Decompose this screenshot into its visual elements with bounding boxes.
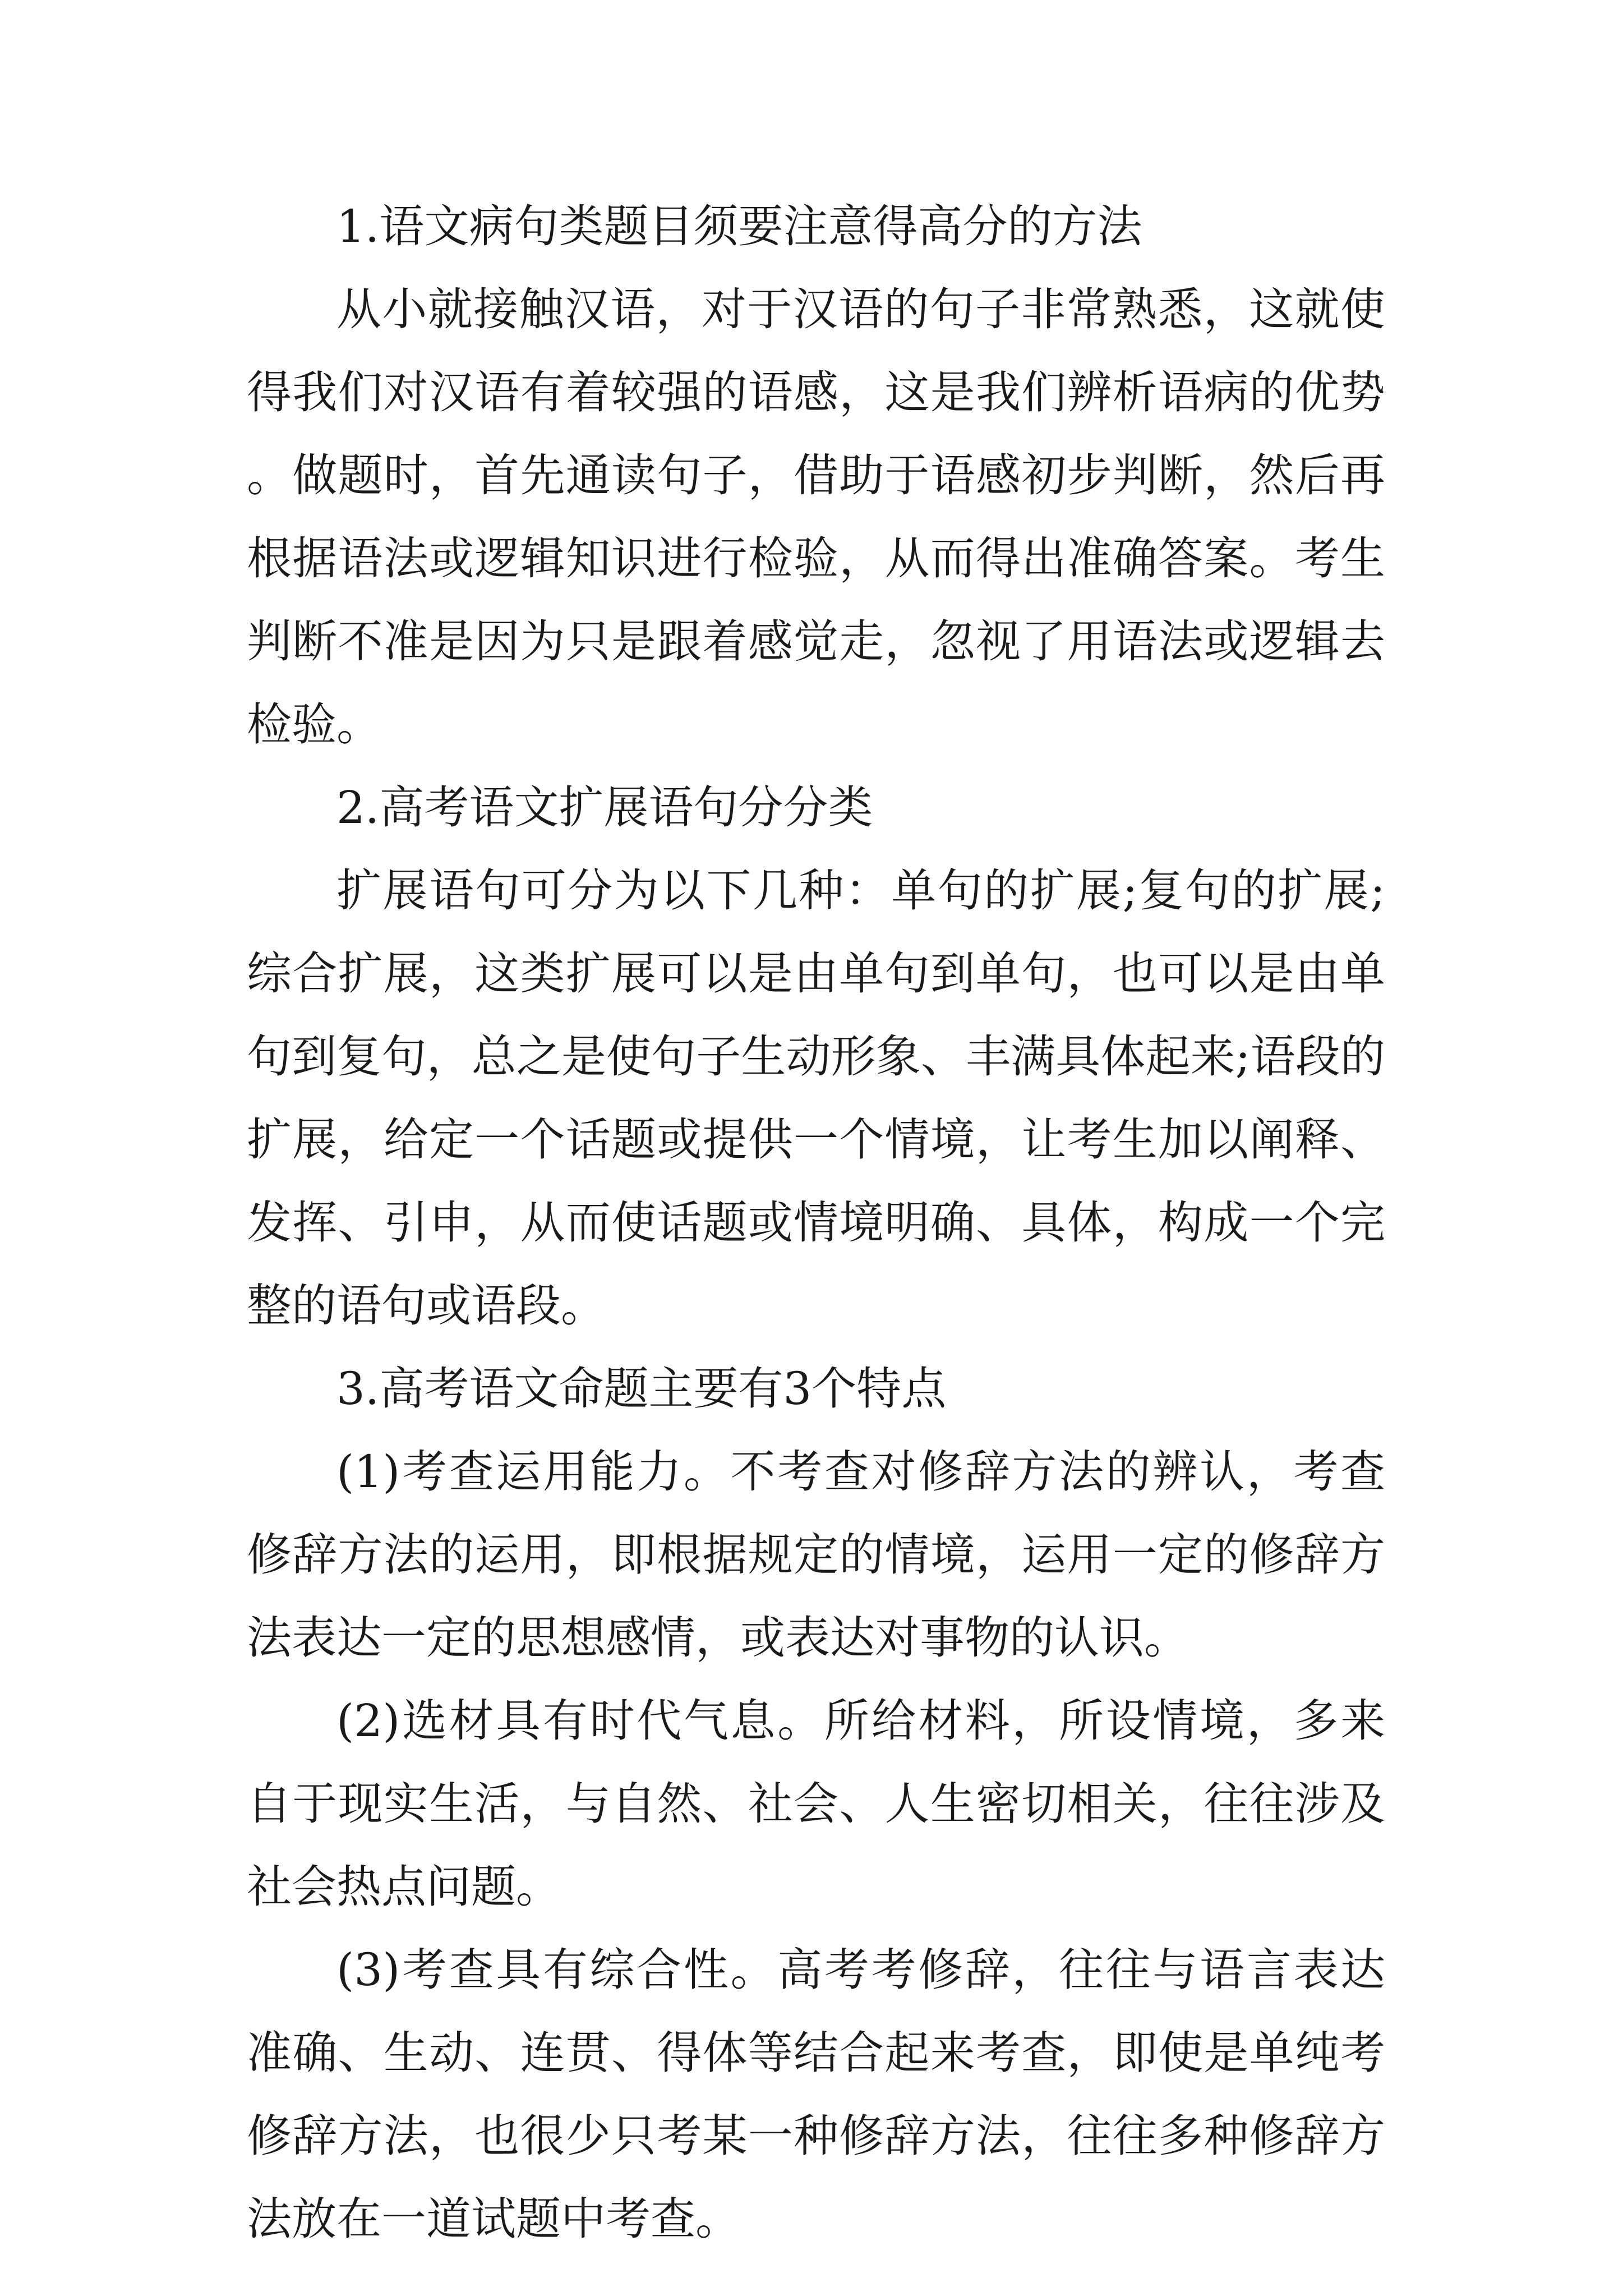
list-item-1: (1)考查运用能力。不考查对修辞方法的辨认，考查修辞方法的运用，即根据规定的情境，运用一定的修辞方法表达一定的思想感情，或表达对事物的认识。 [247, 1446, 1385, 1664]
paragraph-1: 从小就接触汉语，对于汉语的句子非常熟悉，这就使得我们对汉语有着较强的语感，这是我们辨析语病的优势。做题时，首先通读句子，借助于语感初步判断，然后再根据语法或逻辑知识进行检验，从而得出准确答案。考生判断不准是因为只是跟着感觉走，忽视了用语法或逻辑去检验。 [247, 283, 1385, 751]
heading-1: 1.语文病句类题目须要注意得高分的方法 [336, 200, 1142, 252]
heading-3: 3.高考语文命题主要有3个特点 [336, 1363, 947, 1415]
list-item-2: (2)选材具有时代气息。所给材料，所设情境，多来自于现实生活，与自然、社会、人生密切相关，往往涉及社会热点问题。 [247, 1695, 1385, 1913]
heading-2: 2.高考语文扩展语句分分类 [336, 781, 873, 834]
list-item-3: (3)考查具有综合性。高考考修辞，往往与语言表达准确、生动、连贯、得体等结合起来考查，即使是单纯考修辞方法，也很少只考某一种修辞方法，往往多种修辞方法放在一道试题中考查。 [247, 1944, 1385, 2245]
document-body [247, 185, 1385, 2261]
paragraph-2: 扩展语句可分为以下几种：单句的扩展;复句的扩展;综合扩展，这类扩展可以是由单句到单句，也可以是由单句到复句，总之是使句子生动形象、丰满具体起来;语段的扩展，给定一个话题或提供一个情境，让考生加以阐释、发挥、引申，从而使话题或情境明确、具体，构成一个完整的语句或语段。 [247, 864, 1385, 1332]
